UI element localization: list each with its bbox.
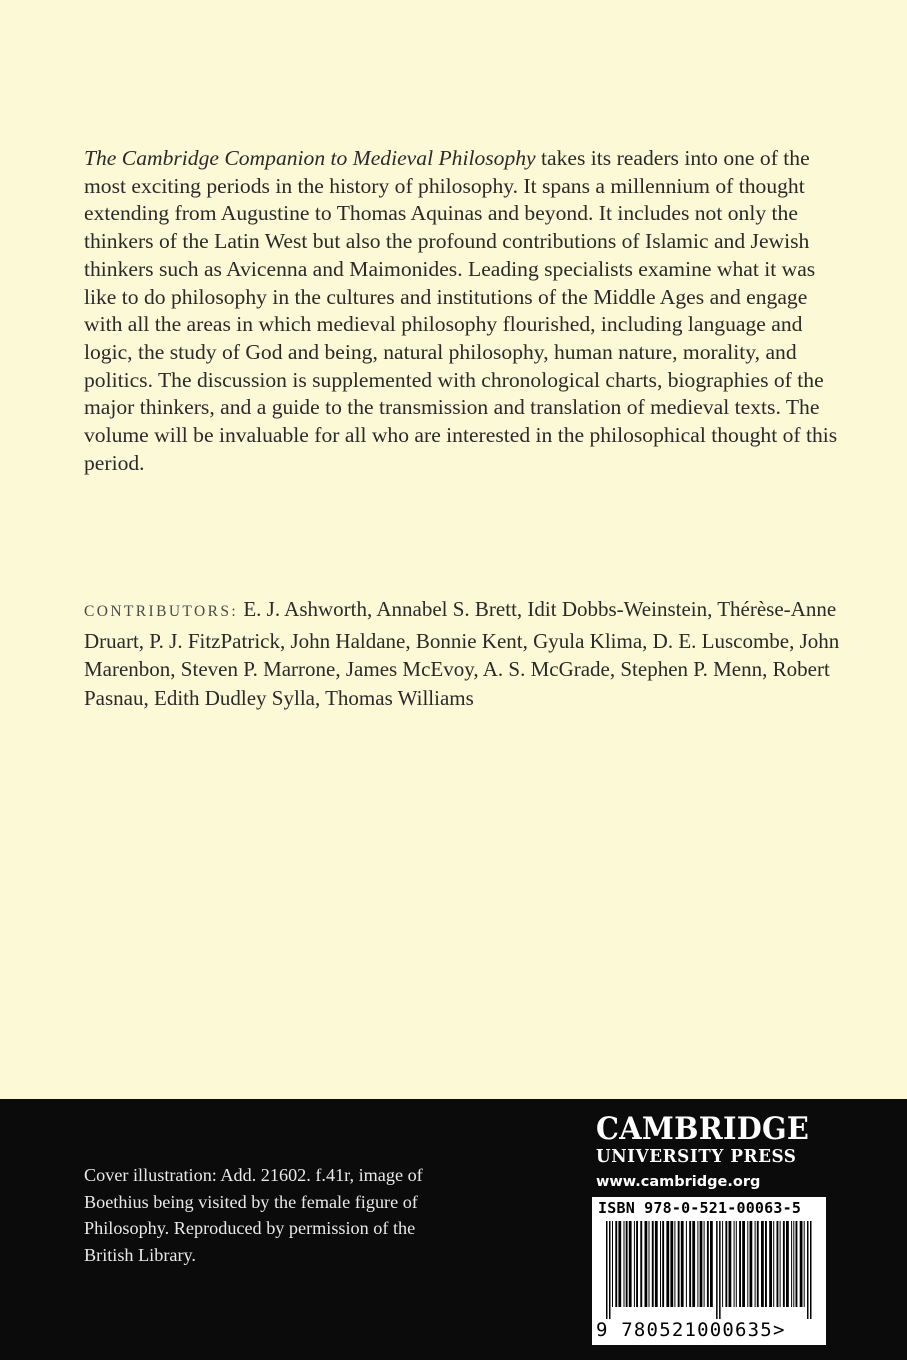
- barcode-bar: [666, 1221, 669, 1307]
- barcode-lead-digit: 9: [596, 1319, 609, 1341]
- barcode-bar: [796, 1221, 798, 1307]
- barcode-bar: [739, 1221, 741, 1307]
- barcode-bar: [747, 1221, 748, 1307]
- barcode-bar: [800, 1221, 803, 1307]
- barcode-bar: [624, 1221, 625, 1307]
- barcode-bar: [804, 1221, 805, 1307]
- barcode-bar: [606, 1221, 608, 1319]
- barcode-bar: [615, 1221, 617, 1307]
- barcode-bar: [807, 1221, 809, 1319]
- publisher-name: CAMBRIDGE: [596, 1111, 810, 1147]
- barcode-bar: [769, 1221, 772, 1307]
- contributors-names: E. J. Ashworth, Annabel S. Brett, Idit Dobbs-Weinstein, Thérèse-Anne Druart, P. J. FitzPatrick, John Haldane, Bonnie Kent, Gyula Klima, D. E. Luscombe, John Marenbon, Steven P. Marrone, James McEvoy, A. S. McGrade, Stephen P. Menn, Robert Pasnau, Edith Dudley Sylla, Thomas Williams: [84, 597, 840, 711]
- barcode-bar: [736, 1221, 737, 1307]
- barcode-bar: [722, 1221, 723, 1307]
- contributors-list: [84, 595, 844, 713]
- barcode-bar: [725, 1221, 727, 1307]
- barcode-bar: [649, 1221, 650, 1307]
- barcode-bar: [692, 1221, 695, 1307]
- barcode-bar: [773, 1221, 774, 1307]
- blurb-text: takes its readers into one of the most exciting periods in the history of philosophy. It spans a millennium of thought extending from Augustine to Thomas Aquinas and beyond. It includes not only the thinkers of the Latin West but also the profound contributions of Islamic and Jewish thinkers such as Avicenna and Maimonides. Leading specialists examine what it was like to do philosophy in the cultures and institutions of the Middle Ages and engage with all the areas in which medieval philosophy flourished, including language and logic, the study of God and being, natural philosophy, human nature, morality, and politics. The discussion is supplemented with chronological charts, biographies of the major thinkers, and a guide to the transmission and translation of medieval texts. The volume will be invaluable for all who are interested in the philosophical thought of this period.: [84, 146, 838, 475]
- barcode-bar: [786, 1221, 789, 1307]
- barcode-bar: [777, 1221, 779, 1307]
- barcode-bar: [707, 1221, 709, 1307]
- barcode-bar: [810, 1221, 812, 1319]
- barcode-bar: [660, 1221, 661, 1307]
- publisher-url: www.cambridge.org: [596, 1174, 761, 1190]
- barcode-bar: [662, 1221, 664, 1307]
- barcode-icon: [598, 1221, 820, 1319]
- barcode-bar: [765, 1221, 767, 1307]
- barcode-bar: [645, 1221, 648, 1307]
- barcode-bar: [719, 1221, 721, 1319]
- cover-illustration-note: Cover illustration: Add. 21602. f.41r, image of Boethius being visited by the female figure of Philosophy. Reproduced by permission of the British Library.: [84, 1165, 423, 1265]
- barcode-bar: [704, 1221, 705, 1307]
- barcode-bar: [710, 1221, 713, 1307]
- barcode-bar: [700, 1221, 703, 1307]
- barcode-bar: [612, 1221, 613, 1307]
- barcode-bar: [618, 1221, 621, 1307]
- barcode-bar: [783, 1221, 785, 1307]
- barcode-bar: [742, 1221, 745, 1307]
- contributors-label: CONTRIBUTORS:: [84, 603, 239, 620]
- barcode-bar: [681, 1221, 684, 1307]
- barcode-bar: [729, 1221, 732, 1307]
- publisher-logo: [596, 1112, 826, 1192]
- barcode-bar: [629, 1221, 632, 1307]
- barcode-bar: [761, 1221, 764, 1307]
- barcode-bar: [686, 1221, 687, 1307]
- barcode-bar: [609, 1221, 611, 1319]
- publisher-subname: UNIVERSITY PRESS: [596, 1147, 797, 1167]
- barcode-bar: [689, 1221, 691, 1307]
- barcode-digits: [592, 1319, 826, 1341]
- barcode-bar: [755, 1221, 756, 1307]
- barcode-bar: [636, 1221, 638, 1307]
- barcode-bar: [750, 1221, 753, 1307]
- barcode-bar: [793, 1221, 794, 1307]
- barcode-bar: [670, 1221, 673, 1307]
- barcode-bar: [757, 1221, 759, 1307]
- barcode-bar: [655, 1221, 658, 1307]
- barcode-bar: [634, 1221, 635, 1307]
- barcode-end-mark: >: [772, 1319, 786, 1341]
- barcode-bar: [674, 1221, 675, 1307]
- barcode-panel: [592, 1197, 826, 1345]
- barcode-bar: [678, 1221, 680, 1307]
- blurb-paragraph: [84, 145, 844, 477]
- barcode-bar: [640, 1221, 642, 1307]
- barcode-bar: [716, 1221, 718, 1319]
- barcode-bar: [697, 1221, 698, 1307]
- barcode-main-digits: 780521000635: [621, 1319, 773, 1341]
- barcode-bar: [734, 1221, 735, 1307]
- barcode-bar: [780, 1221, 781, 1307]
- barcode-bar: [626, 1221, 628, 1307]
- isbn-label: ISBN 978-0-521-00063-5: [598, 1199, 802, 1217]
- barcode-bar: [791, 1221, 792, 1307]
- barcode-bar: [652, 1221, 654, 1307]
- book-title: The Cambridge Companion to Medieval Philosophy: [84, 146, 536, 170]
